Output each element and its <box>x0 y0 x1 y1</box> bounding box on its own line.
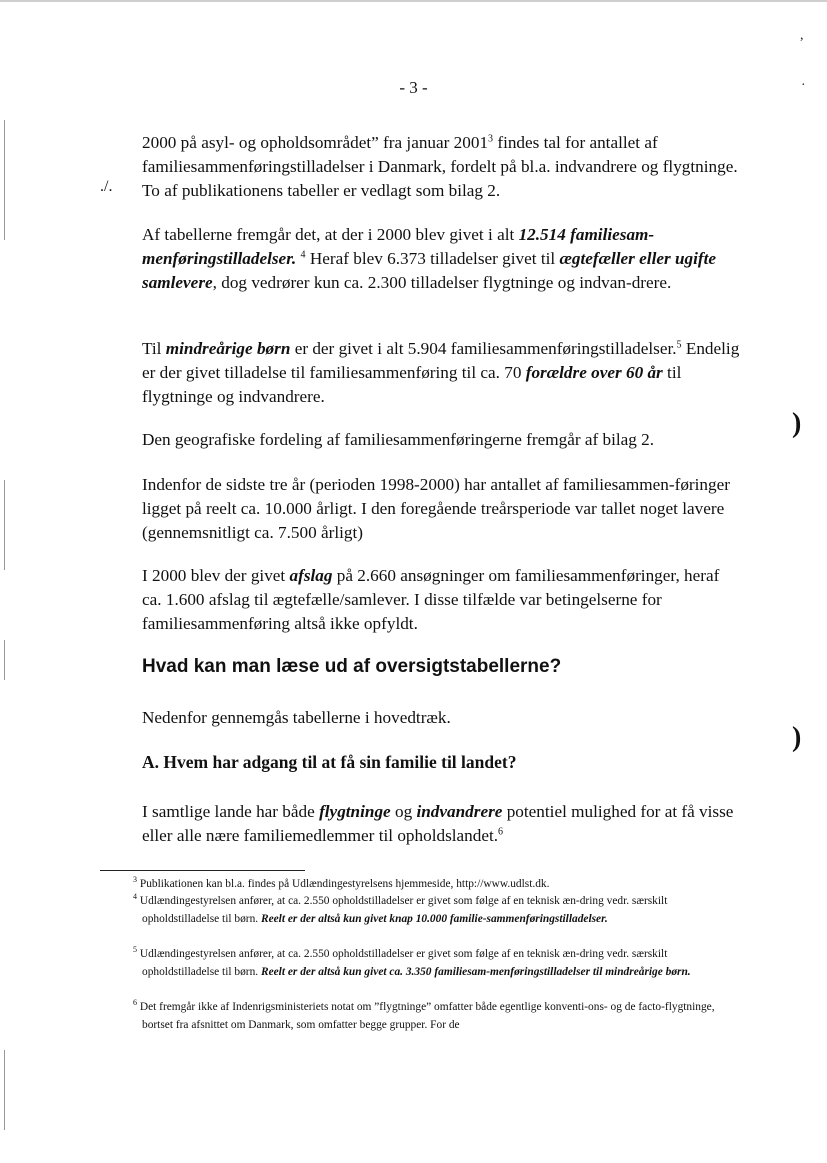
scan-left-edge <box>4 120 5 240</box>
footnote-ref-5[interactable]: 5 <box>676 339 682 351</box>
paragraph-5: Indenfor de sidste tre år (perioden 1998-2000) har antallet af familiesammen-føringer ligget på reelt ca. 10.000 årligt. I den foregående treårsperiode var tallet noget lavere (gennemsnitligt ca. 7.500 årligt) <box>142 475 730 542</box>
scan-speck: , <box>800 28 804 43</box>
binding-mark: ) <box>792 408 802 439</box>
paragraph-4: Den geografiske fordeling af familiesammenføringerne fremgår af bilag 2. <box>142 430 655 449</box>
paragraph-2: Af tabellerne fremgår det, at der i 2000 blev givet i alt 12.514 familiesam-menføringstilladelser. $^4$ Heraf blev 6.373 tilladelser givet til ægtefæller eller ugifte samlevere, dog vedrører kun ca. 2.300 tilladelser flygtninge og indvan-drere. <box>142 225 717 292</box>
binding-mark: ) <box>792 722 802 753</box>
footnote-ref-3[interactable]: 3 <box>488 133 494 145</box>
margin-annotation: ./. <box>100 178 113 195</box>
footnote-5: $^5$ Udlændingestyrelsen anfører, at ca. 2.550 opholdstilladelser er givet som følge af en teknisk æn-dring vedr. særskilt opholdstilladelse til børn. Reelt er der altså kun givet ca. 3.350 familiesam-menføringstilladelser til mindreårige børn. <box>133 945 691 978</box>
section-heading: Hvad kan man læse ud af oversigtstabellerne? <box>142 656 562 677</box>
footnote-4: $^4$ Udlændingestyrelsen anfører, at ca. 2.550 opholdstilladelser er givet som følge af en teknisk æn-dring vedr. særskilt opholdstilladelse til børn. Reelt er der altså kun givet knap 10.000 familie-sammenføringstilladelser. <box>133 892 668 925</box>
footnote-6: $^6$ Det fremgår ikke af Indenrigsministeriets notat om ”flygtninge” omfatter både egentlige konventi-ons- og de facto-flygtninge, bortset fra afsnittet om Danmark, som omfatter begge grupper. For de <box>133 998 715 1031</box>
scan-left-edge <box>4 1050 5 1130</box>
paragraph-3: Til mindreårige børn er der givet i alt 5.904 familiesammenføringstilladelser.$^5$ Endelig er der givet tilladelse til familiesammenføring til ca. 70 forældre over 60 år til flygtninge og indvandrere. <box>142 339 740 406</box>
page-number: - 3 - <box>399 78 428 97</box>
subsection-heading: A. Hvem har adgang til at få sin familie til landet? <box>142 752 517 772</box>
scan-left-edge <box>4 640 5 680</box>
footnote-3: $^3$ Publikationen kan bl.a. findes på Udlændingestyrelsens hjemmeside, http://www.udlst.dk. <box>133 875 550 890</box>
footnote-divider <box>100 870 305 871</box>
scan-left-edge <box>4 480 5 570</box>
paragraph-8: I samtlige lande har både flygtninge og indvandrere potentiel mulighed for at få visse eller alle nære familiemedlemmer til opholdslandet.$^6$ <box>142 802 734 845</box>
footnote-ref-4[interactable]: 4 <box>300 249 306 261</box>
paragraph-7: Nedenfor gennemgås tabellerne i hovedtræk. <box>142 708 451 727</box>
scan-speck: · <box>801 78 806 93</box>
paragraph-6: I 2000 blev der givet afslag på 2.660 ansøgninger om familiesammenføringer, heraf ca. 1.600 afslag til ægtefælle/samlever. I disse tilfælde var betingelserne for familiesammenføring altså ikke opfyldt. <box>142 566 720 633</box>
paragraph-1: 2000 på asyl- og opholdsområdet” fra januar 2001$^3$ findes tal for antallet af familiesammenføringstilladelser i Danmark, fordelt på bl.a. indvandrere og flygtninge. To af publikationens tabeller er vedlagt som bilag 2. <box>142 133 738 200</box>
scan-top-edge <box>0 0 827 2</box>
footnote-ref-6[interactable]: 6 <box>498 826 504 838</box>
